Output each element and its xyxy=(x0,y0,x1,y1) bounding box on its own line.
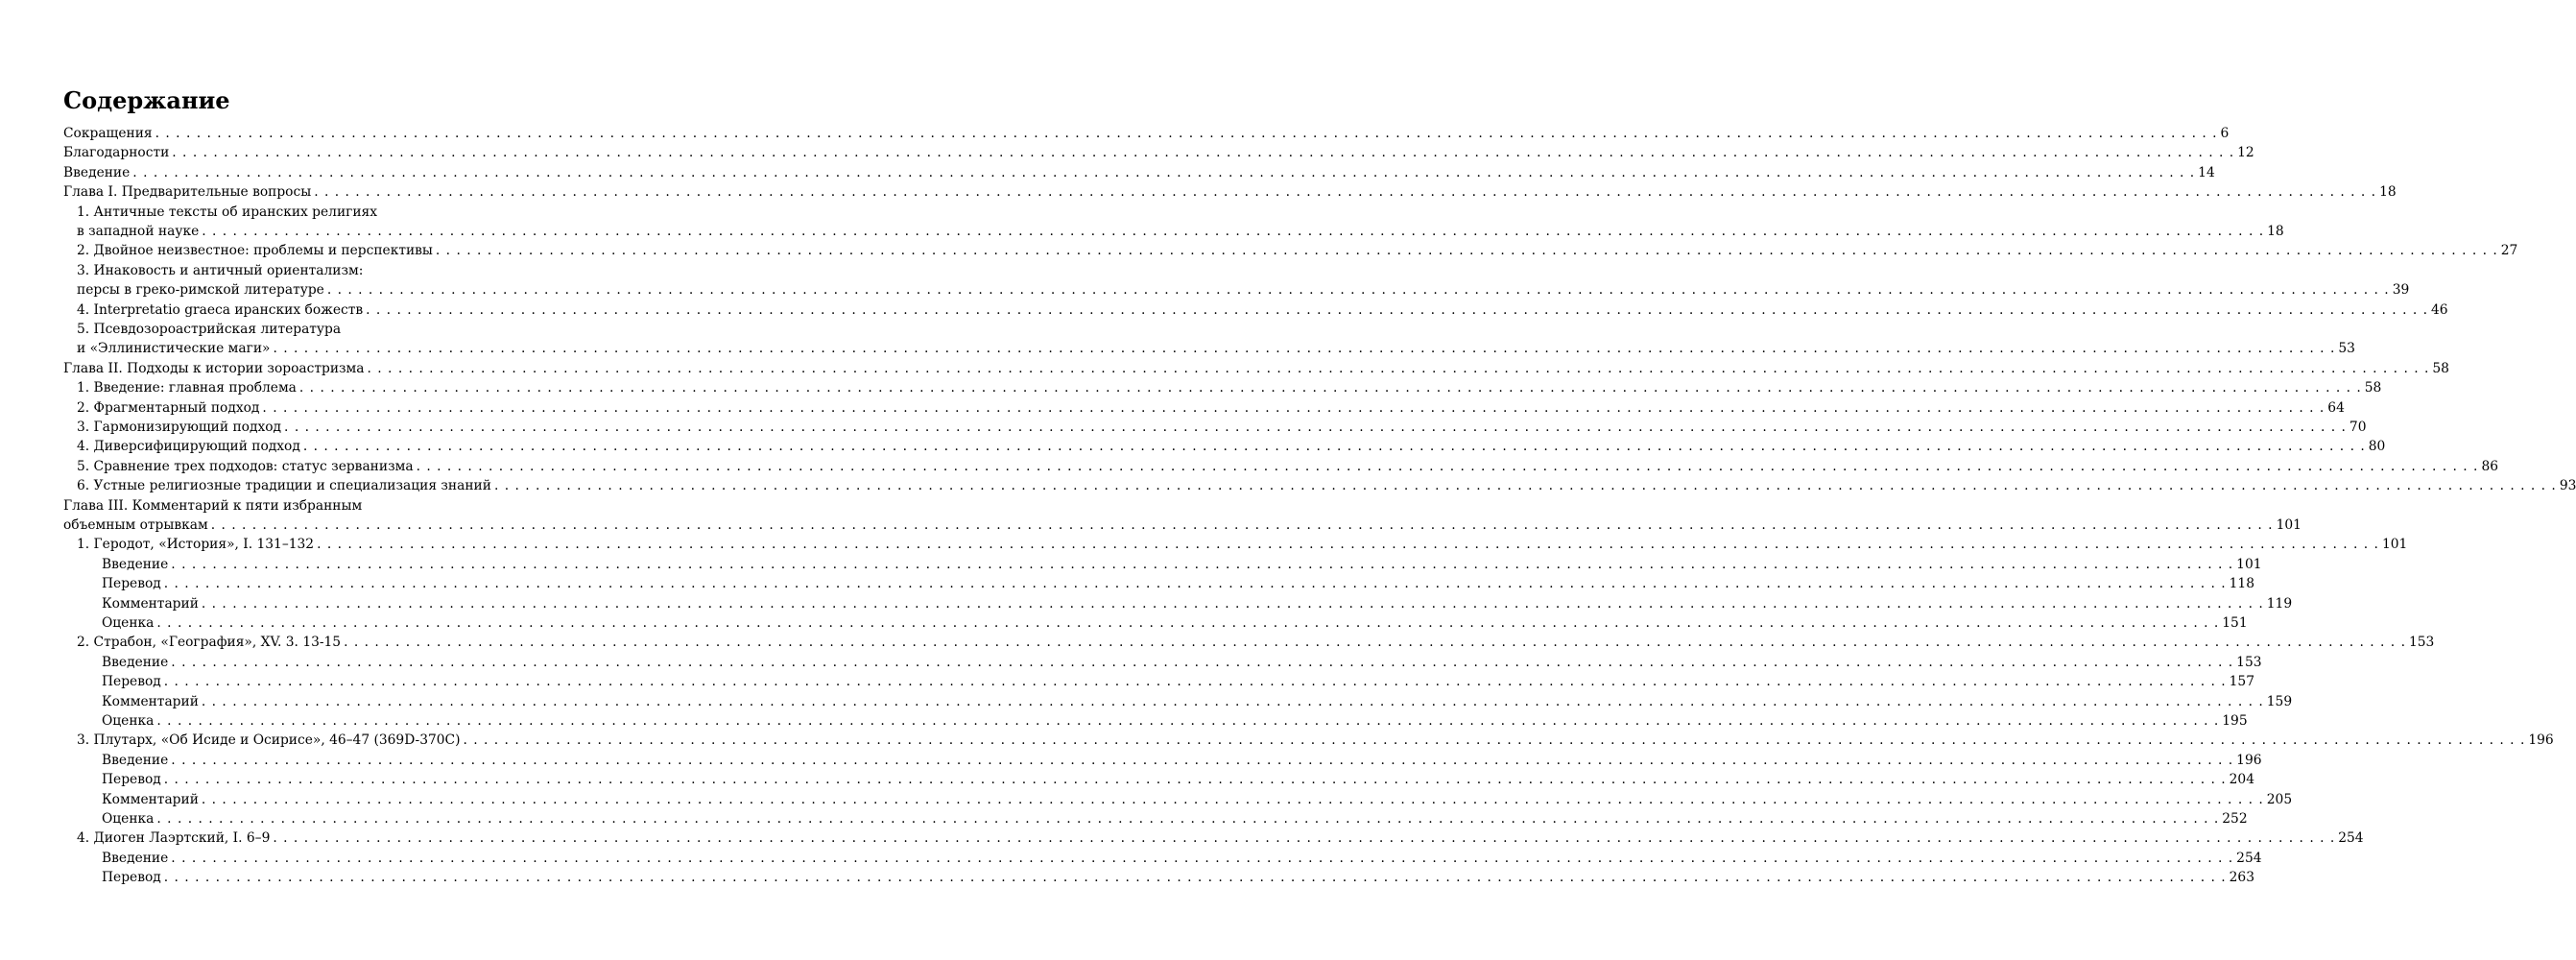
toc-entry-label: 1. Геродот, «История», I. 131–132 xyxy=(77,537,315,553)
leader-dots: . . . . . . . . . . . . . . . . . . . . . . . . . . . . . . . . . . . . . . . . . . . . . . . . . . . . . . . . . . . . . . . . . . . . . . . . . . . . . . . . . . . . . . . . . . . . . . . . . . . . . . . . . . . . . . . . . . . . . . . . . . . . . . . . . . . . . . . . . . . . . . . . . . . . . . . . . . . . . . . . . . . . . . . . . . . . . . . . . . . . . . . . . . . . . . . . . . . . . . . . xyxy=(262,399,2326,416)
leader-dots: . . . . . . . . . . . . . . . . . . . . . . . . . . . . . . . . . . . . . . . . . . . . . . . . . . . . . . . . . . . . . . . . . . . . . . . . . . . . . . . . . . . . . . . . . . . . . . . . . . . . . . . . . . . . . . . . . . . . . . . . . . . . . . . . . . . . . . . . . . . . . . . . . . . . . . . . . . . . . . . . . . . . . . . . . . . . . . . . . . . . . . . . . . . . . . . . . . . . . . . . xyxy=(156,615,2220,631)
toc-entry-label: Перевод xyxy=(102,870,161,886)
toc-entry-label: Введение xyxy=(102,850,169,866)
toc-entry-page: 58 xyxy=(2364,380,2382,396)
toc-entry xyxy=(63,359,2449,378)
toc-entry-page: 86 xyxy=(2481,458,2498,474)
toc-entry xyxy=(63,124,2230,143)
toc-entry-page: 101 xyxy=(2276,517,2302,533)
leader-dots: . . . . . . . . . . . . . . . . . . . . . . . . . . . . . . . . . . . . . . . . . . . . . . . . . . . . . . . . . . . . . . . . . . . . . . . . . . . . . . . . . . . . . . . . . . . . . . . . . . . . . . . . . . . . . . . . . . . . . . . . . . . . . . . . . . . . . . . . . . . . . . . . . . . . . . . . . . . . . . . . . . . . . . . . . . . . . . . . . . . . . . . . . . . . . . . . . . . . . . . . xyxy=(367,360,2430,376)
leader-dots: . . . . . . . . . . . . . . . . . . . . . . . . . . . . . . . . . . . . . . . . . . . . . . . . . . . . . . . . . . . . . . . . . . . . . . . . . . . . . . . . . . . . . . . . . . . . . . . . . . . . . . . . . . . . . . . . . . . . . . . . . . . . . . . . . . . . . . . . . . . . . . . . . . . . . . . . . . . . . . . . . . . . . . . . . . . . . . . . . . . . . . . . . . . . . . . . . . . . . . . . xyxy=(201,791,2264,807)
toc-entry-label: 4. Диверсифицирующий подход xyxy=(77,439,300,455)
toc-entry xyxy=(102,790,2293,809)
page-title: Содержание xyxy=(63,86,230,114)
toc-entry xyxy=(63,496,586,516)
leader-dots: . . . . . . . . . . . . . . . . . . . . . . . . . . . . . . . . . . . . . . . . . . . . . . . . . . . . . . . . . . . . . . . . . . . . . . . . . . . . . . . . . . . . . . . . . . . . . . . . . . . . . . . . . . . . . . . . . . . . . . . . . . . . . . . . . . . . . . . . . . . . . . . . . . . . . . . . . . . . . . . . . . . . . . . . . . . . . . . . . . . . . . . . . . . . . . . . . . . . . . . . xyxy=(171,556,2234,572)
toc-entry xyxy=(77,476,2576,495)
toc-entry xyxy=(102,809,2248,828)
leader-dots: . . . . . . . . . . . . . . . . . . . . . . . . . . . . . . . . . . . . . . . . . . . . . . . . . . . . . . . . . . . . . . . . . . . . . . . . . . . . . . . . . . . . . . . . . . . . . . . . . . . . . . . . . . . . . . . . . . . . . . . . . . . . . . . . . . . . . . . . . . . . . . . . . . . . . . . . . . . . . . . . . . . . . . . . . . . . . . . . . . . . . . . . . . . . . . . . . . . . . . . . xyxy=(156,811,2220,827)
leader-dots: . . . . . . . . . . . . . . . . . . . . . . . . . . . . . . . . . . . . . . . . . . . . . . . . . . . . . . . . . . . . . . . . . . . . . . . . . . . . . . . . . . . . . . . . . . . . . . . . . . . . . . . . . . . . . . . . . . . . . . . . . . . . . . . . . . . . . . . . . . . . . . . . . . . . . . . . . . . . . . . . . . . . . . . . . . . . . . . . . . . . . . . . . . . . . . . . . . . . . . . . xyxy=(163,772,2227,788)
toc-entry-label: Перевод xyxy=(102,674,161,690)
toc-entry-label: 6. Устные религиозные традиции и специализация знаний xyxy=(77,478,491,494)
toc-entry xyxy=(102,672,2254,691)
toc-entry-page: 205 xyxy=(2266,791,2293,807)
toc-entry-page: 151 xyxy=(2222,615,2248,631)
leader-dots: . . . . . . . . . . . . . . . . . . . . . . . . . . . . . . . . . . . . . . . . . . . . . . . . . . . . . . . . . . . . . . . . . . . . . . . . . . . . . . . . . . . . . . . . . . . . . . . . . . . . . . . . . . . . . . . . . . . . . . . . . . . . . . . . . . . . . . . . . . . . . . . . . . . . . . . . . . . . . . . . . . . . . . . . . . . . . . . . . . . . . . . . . . . . . . . . . . . . . . . . xyxy=(302,439,2366,455)
toc-entry-label: Глава I. Предварительные вопросы xyxy=(63,184,312,201)
toc-entry xyxy=(77,320,586,339)
leader-dots: . . . . . . . . . . . . . . . . . . . . . . . . . . . . . . . . . . . . . . . . . . . . . . . . . . . . . . . . . . . . . . . . . . . . . . . . . . . . . . . . . . . . . . . . . . . . . . . . . . . . . . . . . . . . . . . . . . . . . . . . . . . . . . . . . . . . . . . . . . . . . . . . . . . . . . . . . . . . . . . . . . . . . . . . . . . . . . . . . . . . . . . . . . . . . . . . . . . . . . . . xyxy=(171,654,2234,670)
toc-entry xyxy=(77,222,2284,241)
toc-entry-page: 101 xyxy=(2236,556,2262,572)
leader-dots: . . . . . . . . . . . . . . . . . . . . . . . . . . . . . . . . . . . . . . . . . . . . . . . . . . . . . . . . . . . . . . . . . . . . . . . . . . . . . . . . . . . . . . . . . . . . . . . . . . . . . . . . . . . . . . . . . . . . . . . . . . . . . . . . . . . . . . . . . . . . . . . . . . . . . . . . . . . . . . . . . . . . . . . . . . . . . . . . . . . . . . . . . . . . . . . . . . . . . . . . xyxy=(435,243,2498,259)
toc-entry-page: 27 xyxy=(2500,243,2518,259)
leader-dots: . . . . . . . . . . . . . . . . . . . . . . . . . . . . . . . . . . . . . . . . . . . . . . . . . . . . . . . . . . . . . . . . . . . . . . . . . . . . . . . . . . . . . . . . . . . . . . . . . . . . . . . . . . . . . . . . . . . . . . . . . . . . . . . . . . . . . . . . . . . . . . . . . . . . . . . . . . . . . . . . . . . . . . . . . . . . . . . . . . . . . . . . . . . . . . . . . . . . . . . . xyxy=(493,478,2557,494)
toc-entry-label: Сокращения xyxy=(63,126,153,141)
toc-entry xyxy=(63,182,2397,202)
toc-entry-page: 18 xyxy=(2379,184,2397,201)
leader-dots: . . . . . . . . . . . . . . . . . . . . . . . . . . . . . . . . . . . . . . . . . . . . . . . . . . . . . . . . . . . . . . . . . . . . . . . . . . . . . . . . . . . . . . . . . . . . . . . . . . . . . . . . . . . . . . . . . . . . . . . . . . . . . . . . . . . . . . . . . . . . . . . . . . . . . . . . . . . . . . . . . . . . . . . . . . . . . . . . . . . . . . . . . . . . . . . . . . . . . . . . xyxy=(163,870,2227,886)
toc-entry xyxy=(102,653,2262,672)
toc-entry-label: Перевод xyxy=(102,772,161,788)
toc-entry-label: 4. Диоген Лаэртский, I. 6–9 xyxy=(77,830,271,847)
toc-entry-page: 159 xyxy=(2266,693,2293,709)
toc-entry-label: в западной науке xyxy=(77,224,200,239)
toc-entry xyxy=(77,828,2364,848)
toc-entry xyxy=(102,613,2248,633)
toc-entry-page: 46 xyxy=(2431,301,2448,318)
leader-dots: . . . . . . . . . . . . . . . . . . . . . . . . . . . . . . . . . . . . . . . . . . . . . . . . . . . . . . . . . . . . . . . . . . . . . . . . . . . . . . . . . . . . . . . . . . . . . . . . . . . . . . . . . . . . . . . . . . . . . . . . . . . . . . . . . . . . . . . . . . . . . . . . . . . . . . . . . . . . . . . . . . . . . . . . . . . . . . . . . . . . . . . . . . . . . . . . . . . . . . . . xyxy=(317,537,2379,553)
toc-entry-page: 153 xyxy=(2236,654,2262,670)
toc-entry-page: 157 xyxy=(2229,674,2254,690)
leader-dots: . . . . . . . . . . . . . . . . . . . . . . . . . . . . . . . . . . . . . . . . . . . . . . . . . . . . . . . . . . . . . . . . . . . . . . . . . . . . . . . . . . . . . . . . . . . . . . . . . . . . . . . . . . . . . . . . . . . . . . . . . . . . . . . . . . . . . . . . . . . . . . . . . . . . . . . . . . . . . . . . . . . . . . . . . . . . . . . . . . . . . . . . . . . . . . . . . . . . . . . . xyxy=(171,752,2234,768)
toc-entry-label: 3. Инаковость и античный ориентализм: xyxy=(77,262,364,278)
leader-dots: . . . . . . . . . . . . . . . . . . . . . . . . . . . . . . . . . . . . . . . . . . . . . . . . . . . . . . . . . . . . . . . . . . . . . . . . . . . . . . . . . . . . . . . . . . . . . . . . . . . . . . . . . . . . . . . . . . . . . . . . . . . . . . . . . . . . . . . . . . . . . . . . . . . . . . . . . . . . . . . . . . . . . . . . . . . . . . . . . . . . . . . . . . . . . . . . . . . . . . . . xyxy=(298,380,2362,396)
toc-entry xyxy=(102,711,2248,731)
toc-entry-label: Глава II. Подходы к истории зороастризма xyxy=(63,360,365,376)
leader-dots: . . . . . . . . . . . . . . . . . . . . . . . . . . . . . . . . . . . . . . . . . . . . . . . . . . . . . . . . . . . . . . . . . . . . . . . . . . . . . . . . . . . . . . . . . . . . . . . . . . . . . . . . . . . . . . . . . . . . . . . . . . . . . . . . . . . . . . . . . . . . . . . . . . . . . . . . . . . . . . . . . . . . . . . . . . . . . . . . . . . . . . . . . . . . . . . . . . . . . . . . xyxy=(155,126,2218,141)
leader-dots: . . . . . . . . . . . . . . . . . . . . . . . . . . . . . . . . . . . . . . . . . . . . . . . . . . . . . . . . . . . . . . . . . . . . . . . . . . . . . . . . . . . . . . . . . . . . . . . . . . . . . . . . . . . . . . . . . . . . . . . . . . . . . . . . . . . . . . . . . . . . . . . . . . . . . . . . . . . . . . . . . . . . . . . . . . . . . . . . . . . . . . . . . . . . . . . . . . . . . . . . xyxy=(344,635,2406,651)
toc-entry-label: 2. Двойное неизвестное: проблемы и перспективы xyxy=(77,243,433,259)
toc-entry-page: 196 xyxy=(2528,732,2554,749)
leader-dots: . . . . . . . . . . . . . . . . . . . . . . . . . . . . . . . . . . . . . . . . . . . . . . . . . . . . . . . . . . . . . . . . . . . . . . . . . . . . . . . . . . . . . . . . . . . . . . . . . . . . . . . . . . . . . . . . . . . . . . . . . . . . . . . . . . . . . . . . . . . . . . . . . . . . . . . . . . . . . . . . . . . . . . . . . . . . . . . . . . . . . . . . . . . . . . . . . . . . . . . . xyxy=(156,713,2220,729)
toc-entry-label: Оценка xyxy=(102,713,155,729)
toc-entry-label: объемным отрывкам xyxy=(63,517,208,533)
leader-dots: . . . . . . . . . . . . . . . . . . . . . . . . . . . . . . . . . . . . . . . . . . . . . . . . . . . . . . . . . . . . . . . . . . . . . . . . . . . . . . . . . . . . . . . . . . . . . . . . . . . . . . . . . . . . . . . . . . . . . . . . . . . . . . . . . . . . . . . . . . . . . . . . . . . . . . . . . . . . . . . . . . . . . . . . . . . . . . . . . . . . . . . . . . . . . . . . . . . . . . . . xyxy=(463,732,2526,749)
toc-entry-page: 263 xyxy=(2229,870,2254,886)
toc-entry xyxy=(77,437,2386,456)
toc-entry-label: Оценка xyxy=(102,811,155,827)
toc-entry-label: Комментарий xyxy=(102,693,199,709)
toc-entry-label: Комментарий xyxy=(102,791,199,807)
toc-entry-page: 93 xyxy=(2559,478,2576,494)
toc-entry xyxy=(77,261,586,280)
toc-entry xyxy=(77,339,2355,358)
toc-entry-label: Перевод xyxy=(102,576,161,592)
leader-dots: . . . . . . . . . . . . . . . . . . . . . . . . . . . . . . . . . . . . . . . . . . . . . . . . . . . . . . . . . . . . . . . . . . . . . . . . . . . . . . . . . . . . . . . . . . . . . . . . . . . . . . . . . . . . . . . . . . . . . . . . . . . . . . . . . . . . . . . . . . . . . . . . . . . . . . . . . . . . . . . . . . . . . . . . . . . . . . . . . . . . . . . . . . . . . . . . . . . . . . . . xyxy=(202,224,2265,239)
toc-entry xyxy=(102,868,2254,887)
toc-entry xyxy=(77,280,2410,300)
toc-entry-label: Глава III. Комментарий к пяти избранным xyxy=(63,497,363,514)
leader-dots: . . . . . . . . . . . . . . . . . . . . . . . . . . . . . . . . . . . . . . . . . . . . . . . . . . . . . . . . . . . . . . . . . . . . . . . . . . . . . . . . . . . . . . . . . . . . . . . . . . . . . . . . . . . . . . . . . . . . . . . . . . . . . . . . . . . . . . . . . . . . . . . . . . . . . . . . . . . . . . . . . . . . . . . . . . . . . . . . . . . . . . . . . . . . . . . . . . . . . . . . xyxy=(201,595,2264,612)
toc-entry-page: 252 xyxy=(2222,811,2248,827)
toc-entry xyxy=(102,594,2293,613)
toc-entry-label: 2. Страбон, «География», XV. 3. 13-15 xyxy=(77,635,342,651)
toc-entry-label: Введение xyxy=(102,556,169,572)
toc-entry-label: Введение xyxy=(102,654,169,670)
toc-entry xyxy=(102,849,2262,868)
leader-dots: . . . . . . . . . . . . . . . . . . . . . . . . . . . . . . . . . . . . . . . . . . . . . . . . . . . . . . . . . . . . . . . . . . . . . . . . . . . . . . . . . . . . . . . . . . . . . . . . . . . . . . . . . . . . . . . . . . . . . . . . . . . . . . . . . . . . . . . . . . . . . . . . . . . . . . . . . . . . . . . . . . . . . . . . . . . . . . . . . . . . . . . . . . . . . . . . . . . . . . . . xyxy=(314,184,2377,201)
toc-entry-label: 5. Сравнение трех подходов: статус зерванизма xyxy=(77,458,414,474)
toc-entry xyxy=(77,731,2554,750)
toc-entry xyxy=(102,770,2254,789)
toc-entry-page: 196 xyxy=(2236,752,2262,768)
toc-entry xyxy=(77,535,2408,554)
toc-entry xyxy=(102,751,2262,770)
toc-entry-page: 118 xyxy=(2229,576,2254,592)
toc-entry xyxy=(77,398,2345,418)
toc-entry-page: 6 xyxy=(2220,126,2230,141)
toc-entry-label: Оценка xyxy=(102,615,155,631)
toc-entry-page: 80 xyxy=(2368,439,2386,455)
toc-entry xyxy=(77,203,586,222)
toc-entry xyxy=(63,516,2302,535)
toc-entry xyxy=(63,143,2254,162)
toc-entry-label: Благодарности xyxy=(63,145,170,161)
leader-dots: . . . . . . . . . . . . . . . . . . . . . . . . . . . . . . . . . . . . . . . . . . . . . . . . . . . . . . . . . . . . . . . . . . . . . . . . . . . . . . . . . . . . . . . . . . . . . . . . . . . . . . . . . . . . . . . . . . . . . . . . . . . . . . . . . . . . . . . . . . . . . . . . . . . . . . . . . . . . . . . . . . . . . . . . . . . . . . . . . . . . . . . . . . . . . . . . . . . . . . . . xyxy=(172,145,2235,161)
leader-dots: . . . . . . . . . . . . . . . . . . . . . . . . . . . . . . . . . . . . . . . . . . . . . . . . . . . . . . . . . . . . . . . . . . . . . . . . . . . . . . . . . . . . . . . . . . . . . . . . . . . . . . . . . . . . . . . . . . . . . . . . . . . . . . . . . . . . . . . . . . . . . . . . . . . . . . . . . . . . . . . . . . . . . . . . . . . . . . . . . . . . . . . . . . . . . . . . . . . . . . . . xyxy=(210,517,2274,533)
leader-dots: . . . . . . . . . . . . . . . . . . . . . . . . . . . . . . . . . . . . . . . . . . . . . . . . . . . . . . . . . . . . . . . . . . . . . . . . . . . . . . . . . . . . . . . . . . . . . . . . . . . . . . . . . . . . . . . . . . . . . . . . . . . . . . . . . . . . . . . . . . . . . . . . . . . . . . . . . . . . . . . . . . . . . . . . . . . . . . . . . . . . . . . . . . . . . . . . . . . . . . . . xyxy=(163,674,2227,690)
toc-entry-label: Введение xyxy=(63,164,131,180)
toc-entry-page: 195 xyxy=(2222,713,2248,729)
toc-entry-label: Введение xyxy=(102,752,169,768)
toc-entry xyxy=(102,555,2262,574)
leader-dots: . . . . . . . . . . . . . . . . . . . . . . . . . . . . . . . . . . . . . . . . . . . . . . . . . . . . . . . . . . . . . . . . . . . . . . . . . . . . . . . . . . . . . . . . . . . . . . . . . . . . . . . . . . . . . . . . . . . . . . . . . . . . . . . . . . . . . . . . . . . . . . . . . . . . . . . . . . . . . . . . . . . . . . . . . . . . . . . . . . . . . . . . . . . . . . . . . . . . . . . . xyxy=(416,458,2479,474)
toc-entry-page: 204 xyxy=(2229,772,2254,788)
toc-entry-label: 4. Interpretatio graeca иранских божеств xyxy=(77,301,364,318)
toc-entry-page: 53 xyxy=(2338,341,2355,357)
toc-entry xyxy=(77,300,2448,320)
toc-entry-page: 14 xyxy=(2198,164,2215,180)
leader-dots: . . . . . . . . . . . . . . . . . . . . . . . . . . . . . . . . . . . . . . . . . . . . . . . . . . . . . . . . . . . . . . . . . . . . . . . . . . . . . . . . . . . . . . . . . . . . . . . . . . . . . . . . . . . . . . . . . . . . . . . . . . . . . . . . . . . . . . . . . . . . . . . . . . . . . . . . . . . . . . . . . . . . . . . . . . . . . . . . . . . . . . . . . . . . . . . . . . . . . . . . xyxy=(366,301,2428,318)
leader-dots: . . . . . . . . . . . . . . . . . . . . . . . . . . . . . . . . . . . . . . . . . . . . . . . . . . . . . . . . . . . . . . . . . . . . . . . . . . . . . . . . . . . . . . . . . . . . . . . . . . . . . . . . . . . . . . . . . . . . . . . . . . . . . . . . . . . . . . . . . . . . . . . . . . . . . . . . . . . . . . . . . . . . . . . . . . . . . . . . . . . . . . . . . . . . . . . . . . . . . . . . xyxy=(284,420,2347,435)
toc-entry-label: 1. Введение: главная проблема xyxy=(77,380,297,396)
leader-dots: . . . . . . . . . . . . . . . . . . . . . . . . . . . . . . . . . . . . . . . . . . . . . . . . . . . . . . . . . . . . . . . . . . . . . . . . . . . . . . . . . . . . . . . . . . . . . . . . . . . . . . . . . . . . . . . . . . . . . . . . . . . . . . . . . . . . . . . . . . . . . . . . . . . . . . . . . . . . . . . . . . . . . . . . . . . . . . . . . . . . . . . . . . . . . . . . . . . . . . . . xyxy=(132,164,2196,180)
toc-entry-page: 12 xyxy=(2237,145,2254,161)
toc-entry-label: 2. Фрагментарный подход xyxy=(77,399,260,416)
toc-entry-label: 3. Гармонизирующий подход xyxy=(77,420,282,435)
leader-dots: . . . . . . . . . . . . . . . . . . . . . . . . . . . . . . . . . . . . . . . . . . . . . . . . . . . . . . . . . . . . . . . . . . . . . . . . . . . . . . . . . . . . . . . . . . . . . . . . . . . . . . . . . . . . . . . . . . . . . . . . . . . . . . . . . . . . . . . . . . . . . . . . . . . . . . . . . . . . . . . . . . . . . . . . . . . . . . . . . . . . . . . . . . . . . . . . . . . . . . . . xyxy=(171,850,2234,866)
toc-entry-page: 64 xyxy=(2327,399,2345,416)
toc-entry-label: 5. Псевдозороастрийская литература xyxy=(77,322,342,337)
toc-entry-label: и «Эллинистические маги» xyxy=(77,341,271,357)
toc-entry-page: 39 xyxy=(2392,282,2410,299)
toc-entry-page: 18 xyxy=(2267,224,2284,239)
toc-entry-page: 58 xyxy=(2432,360,2449,376)
leader-dots: . . . . . . . . . . . . . . . . . . . . . . . . . . . . . . . . . . . . . . . . . . . . . . . . . . . . . . . . . . . . . . . . . . . . . . . . . . . . . . . . . . . . . . . . . . . . . . . . . . . . . . . . . . . . . . . . . . . . . . . . . . . . . . . . . . . . . . . . . . . . . . . . . . . . . . . . . . . . . . . . . . . . . . . . . . . . . . . . . . . . . . . . . . . . . . . . . . . . . . . . xyxy=(163,576,2227,592)
toc-entry-label: 1. Античные тексты об иранских религиях xyxy=(77,204,378,220)
toc-entry-label: 3. Плутарх, «Об Исиде и Осирисе», 46–47 (369D-370C) xyxy=(77,732,461,749)
leader-dots: . . . . . . . . . . . . . . . . . . . . . . . . . . . . . . . . . . . . . . . . . . . . . . . . . . . . . . . . . . . . . . . . . . . . . . . . . . . . . . . . . . . . . . . . . . . . . . . . . . . . . . . . . . . . . . . . . . . . . . . . . . . . . . . . . . . . . . . . . . . . . . . . . . . . . . . . . . . . . . . . . . . . . . . . . . . . . . . . . . . . . . . . . . . . . . . . . . . . . . . . xyxy=(273,341,2336,357)
toc-entry-page: 153 xyxy=(2408,635,2435,651)
toc-entry xyxy=(77,378,2382,397)
toc-entry-label: персы в греко-римской литературе xyxy=(77,282,324,299)
toc-entry-page: 119 xyxy=(2266,595,2293,612)
toc-entry-label: Комментарий xyxy=(102,595,199,612)
leader-dots: . . . . . . . . . . . . . . . . . . . . . . . . . . . . . . . . . . . . . . . . . . . . . . . . . . . . . . . . . . . . . . . . . . . . . . . . . . . . . . . . . . . . . . . . . . . . . . . . . . . . . . . . . . . . . . . . . . . . . . . . . . . . . . . . . . . . . . . . . . . . . . . . . . . . . . . . . . . . . . . . . . . . . . . . . . . . . . . . . . . . . . . . . . . . . . . . . . . . . . . . xyxy=(273,830,2336,847)
toc-entry xyxy=(102,692,2293,711)
toc-entry-page: 101 xyxy=(2381,537,2408,553)
toc-entry-page: 254 xyxy=(2236,850,2262,866)
toc-entry xyxy=(102,574,2254,593)
toc-entry-page: 254 xyxy=(2338,830,2364,847)
toc-entry xyxy=(77,633,2435,652)
toc-entry-page: 70 xyxy=(2349,420,2367,435)
toc-entry xyxy=(63,163,2215,182)
toc-entry xyxy=(77,418,2367,437)
toc-entry xyxy=(77,457,2498,476)
toc-entry xyxy=(77,241,2518,260)
leader-dots: . . . . . . . . . . . . . . . . . . . . . . . . . . . . . . . . . . . . . . . . . . . . . . . . . . . . . . . . . . . . . . . . . . . . . . . . . . . . . . . . . . . . . . . . . . . . . . . . . . . . . . . . . . . . . . . . . . . . . . . . . . . . . . . . . . . . . . . . . . . . . . . . . . . . . . . . . . . . . . . . . . . . . . . . . . . . . . . . . . . . . . . . . . . . . . . . . . . . . . . . xyxy=(201,693,2264,709)
leader-dots: . . . . . . . . . . . . . . . . . . . . . . . . . . . . . . . . . . . . . . . . . . . . . . . . . . . . . . . . . . . . . . . . . . . . . . . . . . . . . . . . . . . . . . . . . . . . . . . . . . . . . . . . . . . . . . . . . . . . . . . . . . . . . . . . . . . . . . . . . . . . . . . . . . . . . . . . . . . . . . . . . . . . . . . . . . . . . . . . . . . . . . . . . . . . . . . . . . . . . . . . xyxy=(326,282,2390,299)
